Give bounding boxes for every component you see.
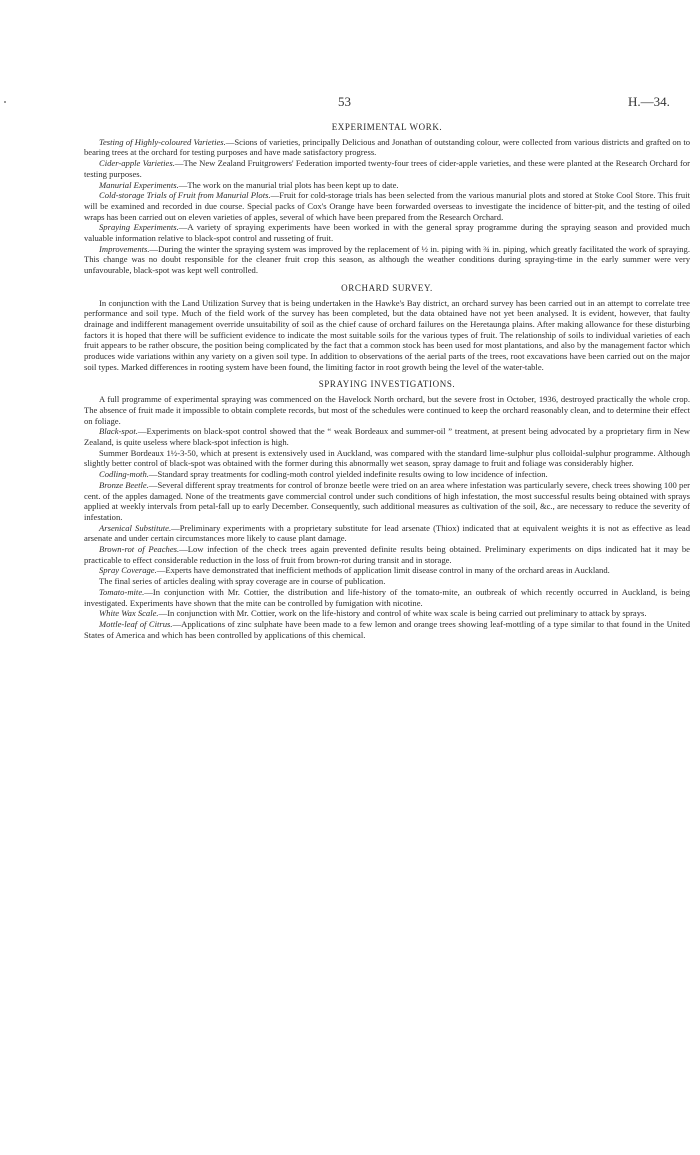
paragraph bbox=[84, 608, 690, 619]
paragraph-text: —Experts have demonstrated that inefficient methods of application limit disease control in many of the orchard areas in Auckland. bbox=[156, 565, 610, 576]
paragraph-text: —Scions of varieties, principally Delicious and Jonathan of outstanding colour, were collected from various districts and grafted on to bearing trees at the orchard for testing purposes and have made satisfactory progress. bbox=[84, 136, 690, 158]
paragraph-lead: Cold-storage Trials of Fruit from Manurial Plots. bbox=[99, 190, 271, 201]
paragraph-lead: Spray Coverage. bbox=[99, 565, 157, 576]
page-number: 53 bbox=[338, 94, 351, 109]
paragraph-text: —Several different spray treatments for control of bronze beetle were tried on an area where infestation was particularly severe, check trees showing 100 per cent. of the apples damaged. None of the treatments gave commercial control under such conditions of high infestation, the most successful results being obtained with sprays applied at weekly intervals from petal-fall up to early December. Consequently, such additional measures as cultivation of the soil, &c., are necessary to reduce the severity of infestation. bbox=[84, 479, 690, 522]
section-heading: EXPERIMENTAL WORK. bbox=[331, 122, 443, 132]
paragraph-lead: Manurial Experiments. bbox=[99, 179, 179, 190]
paragraph-lead: Tomato-mite. bbox=[99, 586, 145, 597]
section-heading: SPRAYING INVESTIGATIONS. bbox=[318, 379, 456, 390]
paragraph-text: —Applications of zinc sulphate have been made to a few lemon and orange trees showing leaf-mottling of a type similar to that found in the United States of America and which has been controlled by applications of this chemical. bbox=[84, 618, 690, 640]
paragraph-text: —A variety of spraying experiments have been worked in with the general spray programme during the spraying season and provided much valuable information relative to black-spot control and russeting of fruit. bbox=[84, 222, 690, 244]
paragraph-text: —Standard spray treatments for codling-moth control yielded indefinite results owing to low incidence of infection. bbox=[148, 469, 548, 480]
paragraph bbox=[84, 544, 690, 565]
paragraph bbox=[84, 619, 690, 640]
section bbox=[84, 122, 690, 276]
paragraph bbox=[84, 576, 690, 587]
paragraph-text: —The New Zealand Fruitgrowers' Federation imported twenty-four trees of cider-apple varieties, and these were planted at the Research Orchard for testing purposes. bbox=[84, 158, 691, 179]
paragraph bbox=[84, 480, 690, 523]
paragraph bbox=[84, 565, 690, 576]
paragraph-lead: Arsenical Substitute. bbox=[99, 522, 172, 533]
paragraph-text: —The work on the manurial trial plots has been kept up to date. bbox=[178, 179, 399, 190]
paragraph-lead: Codling-moth. bbox=[99, 469, 149, 480]
paragraph-lead: Cider-apple Varieties. bbox=[99, 158, 175, 169]
scan-mark bbox=[4, 101, 6, 103]
paragraph bbox=[84, 426, 690, 447]
paragraph-text: In conjunction with the Land Utilization Survey that is being undertaken in the Hawke's Bay district, an orchard survey has been carried out in an attempt to correlate tree performance and soil type. Much of the field work of the survey has been completed, but the data obtained have not yet been analysed. It is evident, however, that faulty drainage and indifferent management override unsuitability of soil as the chief cause of orchard failures on the Heretaunga plains. After making allowance for these disturbing factors it is hoped that there will be sufficient evidence to indicate the most suitable soils for the various types of fruit. The relationship of soils to individual varieties of each fruit appears to be rather obscure, the position being complicated by the fact that a common stock has been used for most plantations, and also by the management factor which produces wide variations within any variety on a given soil type. In addition to observations of the aerial parts of the trees, root excavations have been carried out on the major soil types. Marked differences in rooting system have been found, the limiting factor in root growth being the level of the water-table. bbox=[84, 297, 690, 372]
paragraph-text: —Fruit for cold-storage trials has been selected from the various manurial plots and stored at Stoke Cool Store. This fruit will be examined and recorded in due course. Special packs of Cox's Orange have been forwarded overseas to investigate the incidence of bitter-pit, and the testing of oiled wraps has been carried out on eleven varieties of apples, several of which have been prepared from the Research Orchard. bbox=[84, 190, 690, 222]
paragraph-lead: Mottle-leaf of Citrus. bbox=[99, 618, 173, 629]
paragraph-lead: Bronze Beetle. bbox=[99, 479, 149, 490]
paragraph bbox=[84, 298, 690, 373]
paragraph bbox=[84, 394, 690, 426]
paragraph-text: —In conjunction with Mr. Cottier, the distribution and life-history of the tomato-mite, an outbreak of which recently occurred in Auckland, is being investigated. Experiments have shown that the mite can be controlled by fumigation with nicotine. bbox=[84, 586, 690, 608]
paragraph-text: —Low infection of the check trees again prevented definite results being obtained. Preliminary experiments on dips indicated hat it may be practicable to effect considerable reduction in the loss of fruit from brown-rot during transit and in storage. bbox=[84, 544, 690, 565]
paragraph-lead: Testing of Highly-coloured Varieties. bbox=[99, 136, 226, 147]
paragraph-text: —Experiments on black-spot control showed that the “ weak Bordeaux and summer-oil ” treatment, at present being advocated by a proprietary firm in New Zealand, is quite useless where black-spot infection is high. bbox=[84, 426, 690, 447]
paragraph-text: —During the winter the spraying system was improved by the replacement of ½ in. piping with ¾ in. piping, which greatly facilitated the work of spraying. This change was no doubt responsible for the cleaner fruit crop this season, as although the weather conditions during spraying-time in the early summer were very unfavourable, black-spot was kept well controlled. bbox=[84, 243, 690, 276]
paragraph bbox=[84, 190, 690, 222]
document-reference: H.—34. bbox=[628, 94, 670, 109]
paragraph-lead: Spraying Experiments. bbox=[99, 222, 179, 233]
paragraph-text: Summer Bordeaux 1½-3-50, which at present is extensively used in Auckland, was compared with the standard lime-sulphur plus colloidal-sulphur programme. Although slightly better control of black-spot was obtained with the former during this abnormally wet season, spray damage to fruit and foliage was considerably higher. bbox=[84, 447, 690, 469]
paragraph-lead: White Wax Scale. bbox=[99, 608, 159, 619]
paragraph-lead: Brown-rot of Peaches. bbox=[99, 544, 180, 555]
paragraph bbox=[84, 448, 690, 469]
paragraph bbox=[84, 587, 690, 608]
paragraph bbox=[84, 222, 690, 243]
paragraph bbox=[84, 180, 690, 191]
paragraph-lead: Black-spot. bbox=[99, 426, 138, 437]
paragraph bbox=[84, 469, 690, 480]
paragraph bbox=[84, 523, 690, 544]
paragraph-text: The final series of articles dealing with spray coverage are in course of publication. bbox=[99, 576, 386, 587]
paragraph bbox=[84, 137, 690, 158]
paragraph-text: A full programme of experimental spraying was commenced on the Havelock North orchard, but the severe frost in October, 1936, destroyed practically the whole crop. The absence of fruit made it impossible to obtain complete records, but most of the schedules were continued to keep the orchard reasonably clean, and to determine their effect on foliage. bbox=[84, 394, 690, 426]
paragraph-lead: Improvements. bbox=[99, 243, 150, 254]
section-heading: ORCHARD SURVEY. bbox=[341, 282, 433, 293]
paragraph bbox=[84, 244, 690, 276]
section bbox=[84, 379, 690, 640]
body-text bbox=[84, 122, 690, 640]
paragraph bbox=[84, 158, 690, 179]
section bbox=[84, 283, 690, 373]
paragraph-text: —Preliminary experiments with a proprietary substitute for lead arsenate (Thiox) indicated that at equivalent weights it is not as effective as lead arsenate and under certain circumstances more likely to cause plant damage. bbox=[84, 522, 690, 544]
paragraph-text: —In conjunction with Mr. Cottier, work on the life-history and control of white wax scale is being carried out preliminary to attack by sprays. bbox=[158, 608, 647, 619]
